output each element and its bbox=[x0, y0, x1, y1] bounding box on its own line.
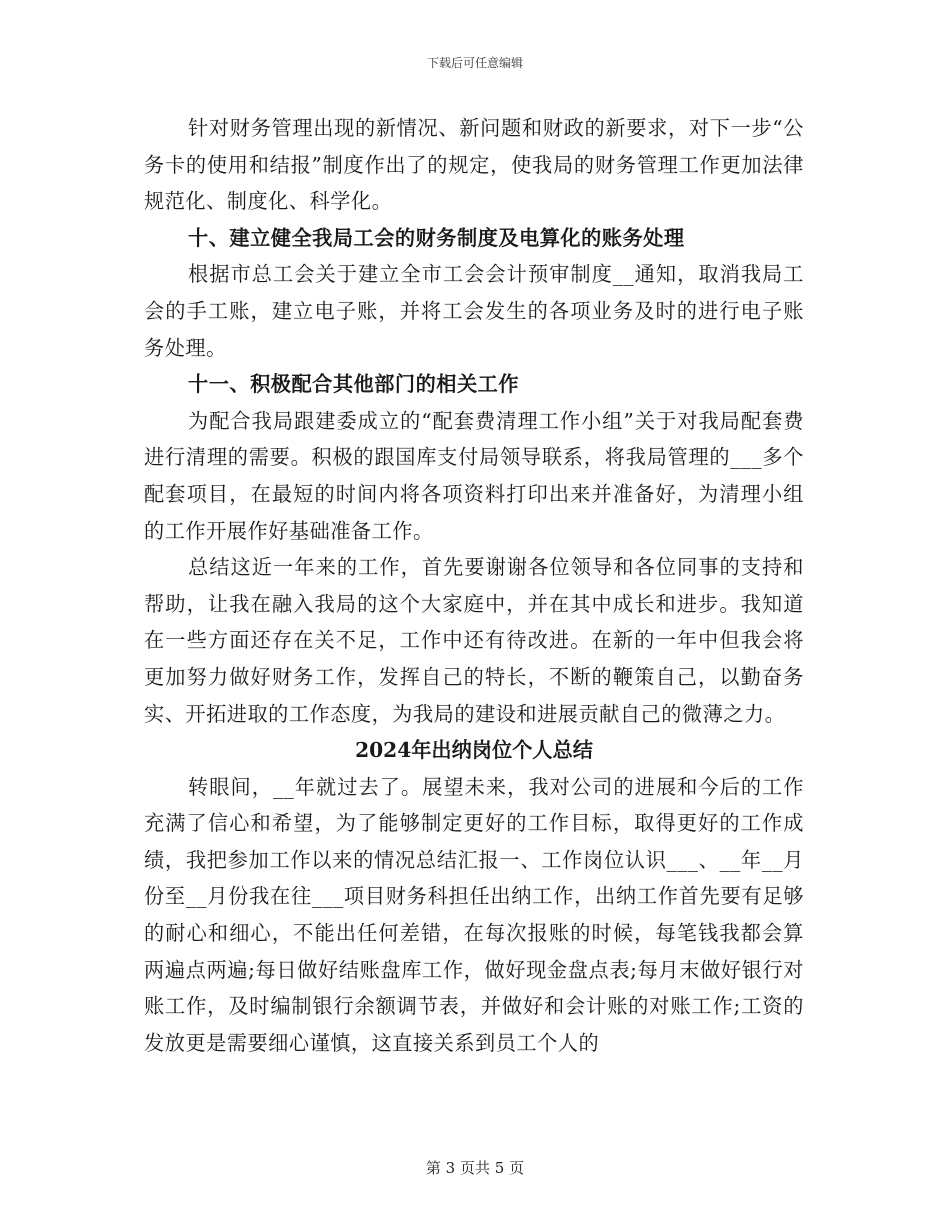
paragraph-summary: 总结这近一年来的工作，首先要谢谢各位领导和各位同事的支持和帮助，让我在融入我局的这个大家庭中，并在其中成长和进步。我知道在一些方面还存在关不足，工作中还有待改进。在新的一年中但我会将更加努力做好财务工作，发挥自己的特长，不断的鞭策自己，以勤奋务实、开拓进取的工作态度，为我局的建设和进展贡献自己的微薄之力。 bbox=[144, 555, 804, 726]
section-heading-10: 十、建立健全我局工会的财务制度及电算化的账务处理 bbox=[188, 225, 685, 250]
document-title: 2024年出纳岗位个人总结 bbox=[355, 738, 593, 763]
paragraph-cashier-summary: 转眼间，__年就过去了。展望未来，我对公司的进展和今后的工作充满了信心和希望，为了能够制定更好的工作目标，取得更好的工作成绩，我把参加工作以来的情况总结汇报一、工作岗位认识___、__年__月份至__月份我在往___项目财务科担任出纳工作，出纳工作首先要有足够的耐心和细心，不能出任何差错，在每次报账的时候，每笔钱我都会算两遍点两遍;每日做好结账盘库工作，做好现金盘点表;每月末做好银行对账工作，及时编制银行余额调节表，并做好和会计账的对账工作;工资的发放更是需要细心谨慎，这直接关系到员工个人的 bbox=[144, 774, 804, 1055]
page-header: 下载后可任意编辑 bbox=[426, 56, 523, 70]
paragraph-card-rules: 针对财务管理出现的新情况、新问题和财政的新要求，对下一步“公务卡的使用和结报”制度作出了的规定，使我局的财务管理工作更加法律规范化、制度化、科学化。 bbox=[144, 116, 804, 214]
page-number: 第 3 页共 5 页 bbox=[425, 1159, 525, 1177]
paragraph-union-accounts: 根据市总工会关于建立全市工会会计预审制度__通知，取消我局工会的手工账，建立电子账，并将工会发生的各项业务及时的进行电子账务处理。 bbox=[144, 262, 804, 360]
section-heading-11: 十一、积极配合其他部门的相关工作 bbox=[188, 372, 520, 397]
paragraph-cooperation: 为配合我局跟建委成立的“配套费清理工作小组”关于对我局配套费进行清理的需要。积极的跟国库支付局领导联系，将我局管理的___多个配套项目，在最短的时间内将各项资料打印出来并准备好，为清理小组的工作开展作好基础准备工作。 bbox=[144, 408, 804, 543]
document-body bbox=[144, 110, 804, 1061]
